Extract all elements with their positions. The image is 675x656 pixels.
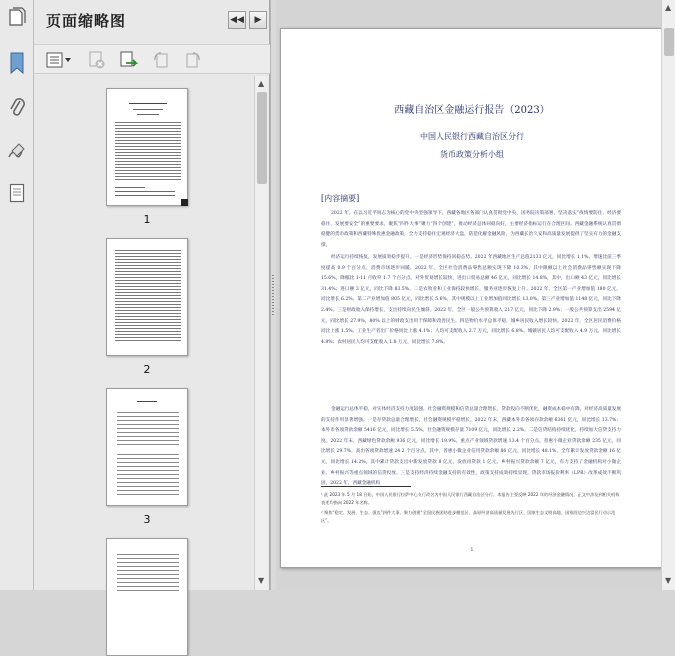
double-chevron-left-icon: ◀◀ — [230, 15, 244, 25]
scroll-down-icon[interactable]: ▼ — [665, 576, 672, 585]
page-number-label: 1 — [143, 213, 151, 226]
paragraph: 2022 年，在以习近平同志为核心的党中央坚强领导下，西藏各地区各部门认真贯彻党中央、国务院决策部署，坚决落实“疫情要防住、经济要稳住、发展要安全”的重要要求，聚焦“四件大事”聚力“四个创建”，推动经济总体回稳向好，主要经济指标运行在合理区间。西藏金融系统认真贯彻稳健的货币政策和西藏特殊优惠金融政策，全力支持稳住宏观经济大盘，防范化解金融风险，为西藏长治久安和高质量发展提供了坚实有力的金融支撑。 — [321, 211, 621, 248]
signature-icon[interactable] — [5, 138, 29, 164]
footnote-rule — [321, 486, 411, 487]
page-number-label: 2 — [143, 363, 151, 376]
thumbnails-panel — [34, 0, 270, 590]
footnote: ² 聚焦“稳定、发展、生态、强边”四件大事，聚力创建“全国民族团结进步模范区、高原经济高质量发展先行区、国家生态文明高地、国家固边兴边富民行动示范区”。 — [321, 510, 616, 524]
panel-header — [34, 0, 270, 40]
insert-page-icon — [118, 50, 140, 70]
document-layers-icon[interactable] — [5, 180, 29, 206]
thumbnail-list — [34, 76, 254, 590]
rotate-right-icon — [183, 50, 203, 70]
panel-options-button[interactable] — [249, 11, 267, 29]
document-scrollbar[interactable] — [661, 0, 675, 590]
footnote: ¹ 此 2023 年 5 月 18 日始，中国人民银行拉萨中心支行改名为中国人民银行西藏自治区分行。本报告主要反映 2022 年的经济金融情况，正文中涉及到相关机构表述均指向 2022 年名称。 — [321, 492, 620, 506]
thumbnails-scrollbar[interactable] — [254, 76, 268, 590]
paperclip-icon[interactable] — [5, 94, 29, 120]
thumbnail-toc-block — [117, 409, 179, 445]
thumbnail-toc-block — [117, 451, 179, 495]
document-title: 西藏自治区金融运行报告（2023） — [394, 105, 550, 116]
scrollbar-thumb[interactable] — [664, 28, 674, 56]
paragraph: 金融运行总体平稳，对实体经济支持力度较强，社会融资规模和信贷总量合理增长，贷款投向不断优化，融资成本稳中有降，对经济高质量发展的支持作用显著增强。一是存贷款总量合理增长，社会融资规模平稳增长。2022 年末，西藏本外币各项存款余额 6361 亿元，同比增长 13.7%；本外币各项贷款余额 5416 亿元，同比增长 5.5%。社会融资规模存量 7109 亿元，同比增长 2.2%。二是信贷结构持续优化，持续加大信贷支持力度。2022 年末，西藏绿色贷款余额 936 亿元，同比增长 19.9%。重点产业领域贷款增速 13.4 个百分点。普惠小微企业贷款余额 235 亿元，同比增长 29.7%，高出各项贷款增速 24.2 个百分点。其中，普惠小微企业信用贷款余额 86 亿元，同比增长 48.1%，全年累计发放贷款金额 16 亿元，同比增长 14.2%。其中累计贷款支出中新发放贷款 8 亿元，发放再贷款 1 亿元。乡村振兴贷款余额 7 亿元，有力支持了金融机构对小微企业、乡村振兴等重点领域的信贷投放。三是支持经济持续金融支持的有效性，政策支持成效持续显现。贷款市场报价利率（LPR）改革成效不断巩固，2022 年，西藏金融机构 — [321, 407, 621, 487]
page-number-label: 3 — [143, 513, 151, 526]
scroll-up-icon[interactable]: ▲ — [665, 3, 672, 12]
document-author: 中国人民银行西藏自治区分行 — [420, 132, 524, 141]
thumbnail-resize-handle[interactable] — [181, 199, 188, 206]
thumbnail-text-block — [115, 121, 181, 181]
collapse-panel-button[interactable] — [228, 11, 246, 29]
scroll-down-icon[interactable]: ▼ — [258, 576, 265, 585]
delete-page-button[interactable] — [84, 49, 110, 71]
options-menu-icon — [46, 52, 72, 68]
options-menu-button[interactable] — [44, 49, 74, 71]
bookmark-icon[interactable] — [5, 50, 29, 76]
navigation-rail — [0, 0, 34, 590]
document-page — [280, 28, 662, 568]
panel-title: 页面缩略图 — [46, 12, 127, 30]
thumbnail-toc-block — [117, 551, 179, 591]
thumbnails-toolbar — [34, 44, 270, 74]
rotate-left-icon — [151, 50, 171, 70]
splitter-grip[interactable] — [272, 275, 274, 315]
document-group: 货币政策分析小组 — [440, 150, 504, 159]
page-thumbnails-icon[interactable] — [5, 4, 29, 30]
rotate-left-button[interactable] — [148, 49, 174, 71]
document-view — [276, 0, 675, 590]
rotate-right-button[interactable] — [180, 49, 206, 71]
scroll-up-icon[interactable]: ▲ — [258, 79, 265, 88]
page-thumbnail-2[interactable] — [106, 238, 188, 356]
insert-page-button[interactable] — [116, 49, 142, 71]
page-thumbnail-1[interactable] — [106, 88, 188, 206]
chevron-right-icon: ▶ — [254, 15, 262, 25]
delete-page-icon — [87, 50, 107, 70]
scrollbar-thumb[interactable] — [257, 92, 267, 184]
section-heading: [内容摘要] — [321, 194, 360, 203]
page-number: 1 — [470, 547, 474, 553]
thumbnail-text-block — [115, 249, 181, 341]
page-thumbnail-4[interactable] — [106, 538, 188, 656]
page-thumbnail-3[interactable] — [106, 388, 188, 506]
paragraph: 经济运行持续恢复，发展质效稳步提升。一是经济形势保持回稳态势。2022 年西藏地区生产总值2133 亿元，同比增长 1.1%，增速比前三季度提高 0.9 个百分点，消费市场逐步回暖。2022 年，全区社会消费品零售总额实现下降 10.3%，其中限额以上社会消费品零售额实现下降 15.6%，降幅比 1-11 月收窄 1.7 个百分点。对外贸易增长较快，进出口贸易总额 46 亿元，同比增长 14.8%，其中，出口额 43 亿元，同比增长 31.4%；进口额 3 亿元，同比下降 83.5%。二是农牧业和工业保持较快增长，服务业逐步恢复上升。2022 年，全区第一产业增加值 180 亿元，同比增长 6.2%。第二产业增加值 805 亿元，同比增长 5.6%，其中规模以上工业增加值同比增长 13.0%。第三产业增加值 1148 亿元，同比下降 2.4%。三是财政收入保持增长，支出持续向民生倾斜。2022 年，全区一般公共预算收入 217 亿元，同比下降 2.9%；一般公共预算支出 2594 亿元，同比增长 27.9%，80% 以上的财政支出用于保障和改善民生。四是物价水平总体平稳，城乡居民收入增长较快。2022 年，全区居民消费价格同比上涨 1.5%。工业生产者出厂价格同比上涨 4.1%；人均可支配收入 2.7 万元，同比增长 6.8%。城镇居民人均可支配收入 4.9 万元，同比增长 4.8%；农村居民人均可支配收入 1.8 万元，同比增长 7.8%。 — [321, 255, 621, 345]
